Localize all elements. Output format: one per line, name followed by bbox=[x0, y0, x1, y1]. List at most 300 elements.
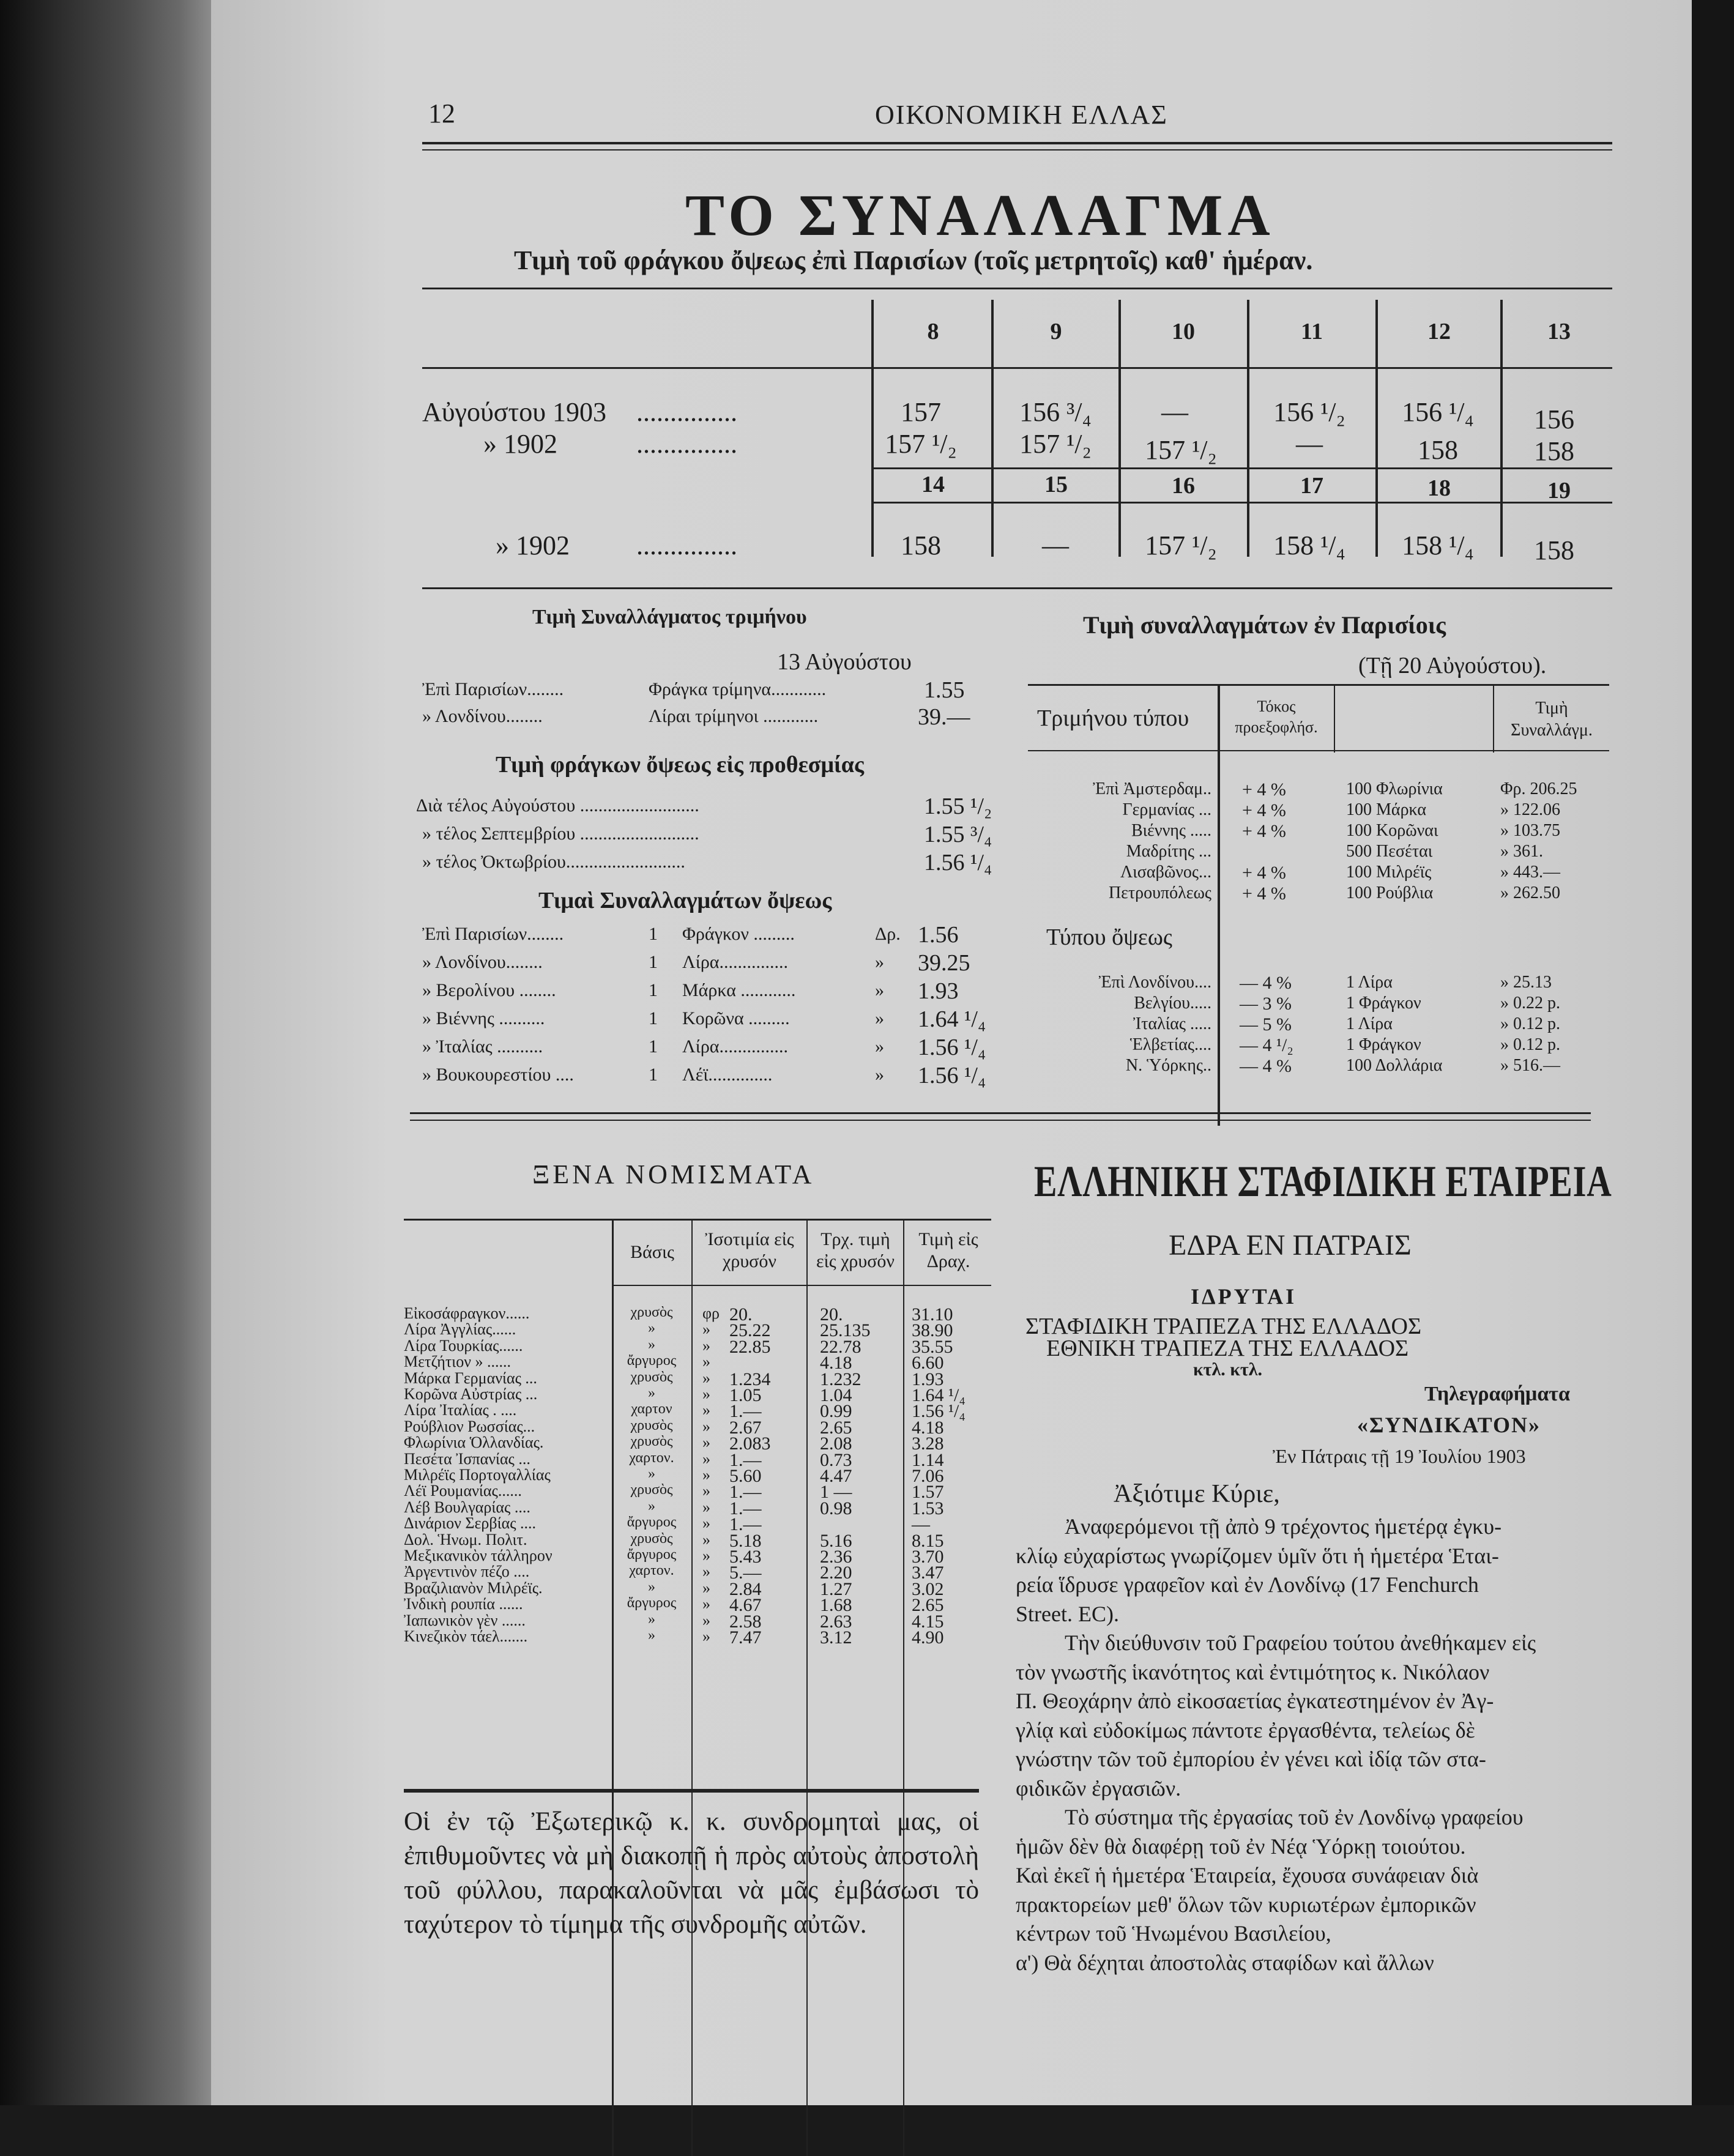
trimhnou-item: Λίραι τρίμηνοι ............ bbox=[649, 706, 819, 726]
paris-heading: Τιμὴ συναλλαγμάτων ἐν Παρισίοις bbox=[1083, 611, 1446, 639]
paris-rule bbox=[1028, 750, 1609, 751]
paris-place: Βελγίου..... bbox=[1134, 994, 1211, 1013]
paris-rate: — 4 % bbox=[1240, 1056, 1292, 1076]
notice-rule bbox=[404, 1789, 979, 1793]
cell: 156 ¹/₄ bbox=[1402, 397, 1474, 427]
xena-currency-name: Λέϊ Ρουμανίας...... bbox=[404, 1482, 522, 1500]
paris-value: » 0.22 p. bbox=[1500, 994, 1560, 1013]
cell: 157 bbox=[901, 397, 941, 427]
xena-drachma-price: 2.65 bbox=[912, 1595, 944, 1616]
col-rule bbox=[991, 300, 994, 557]
opseos-qty: 1 bbox=[649, 1065, 658, 1085]
opseos-currency: » bbox=[875, 980, 884, 1000]
leader: ............... bbox=[636, 530, 737, 560]
main-title: ΤΟ ΣΥΝΑΛΛΑΓΜΑ bbox=[685, 182, 1275, 248]
col-rule bbox=[871, 300, 874, 557]
paris-rate: — 3 % bbox=[1240, 994, 1292, 1014]
xena-currency-name: Μιλρέϊς Πορτογαλλίας bbox=[404, 1466, 551, 1484]
xena-base: χαρτον. bbox=[629, 1449, 674, 1466]
xena-base: χρυσὸς bbox=[630, 1417, 673, 1433]
opseos-qty: 1 bbox=[649, 924, 658, 944]
xena-base: » bbox=[648, 1611, 655, 1627]
xena-currency-name: Βραζιλιανὸν Μιλρέϊς. bbox=[404, 1578, 543, 1597]
cell: — bbox=[1042, 530, 1069, 560]
xena-currency-name: Φλωρίνια Ὁλλανδίας. bbox=[404, 1433, 544, 1452]
opseos-unit: Λίρα............... bbox=[682, 1036, 789, 1057]
xena-gold-price: 4.18 bbox=[820, 1353, 852, 1374]
letter-line: Καὶ ἐκεῖ ἡ ἡμετέρα Ἑταιρεία, ἔχουσα συνάφειαν διὰ bbox=[1016, 1863, 1479, 1887]
paris-col-header: Τιμὴ Συναλλάγμ. bbox=[1511, 699, 1593, 740]
paris-place: Γερμανίας ... bbox=[1122, 800, 1211, 819]
leader: ............... bbox=[636, 397, 737, 427]
paris-value: » 361. bbox=[1500, 842, 1543, 861]
letter-line: Π. Θεοχάρην ἀπὸ εἰκοσαετίας ἐγκατεστημένον ἐν Ἀγ- bbox=[1016, 1689, 1494, 1713]
opseos-currency: » bbox=[875, 1065, 884, 1085]
cell: 158 ¹/₄ bbox=[1402, 530, 1474, 560]
opseos-currency: Δρ. bbox=[875, 924, 901, 944]
xena-rule bbox=[612, 1285, 991, 1286]
xena-parity: 1.234 bbox=[729, 1369, 771, 1389]
xena-currency-name: Μεξικανικὸν τάλληρον bbox=[404, 1547, 553, 1564]
xena-base: χαρτον bbox=[631, 1401, 672, 1418]
xena-parity: 20. bbox=[729, 1304, 753, 1325]
col-rule bbox=[903, 1220, 904, 2156]
cell: — bbox=[1296, 429, 1323, 459]
xena-gold-price: 1.27 bbox=[820, 1578, 852, 1599]
day-header: 13 bbox=[1547, 319, 1571, 344]
founder: κτλ. κτλ. bbox=[1193, 1359, 1262, 1380]
telegram-address: «ΣΥΝΔΙΚΑΤΟΝ» bbox=[1357, 1413, 1541, 1437]
paris-rate: — 4 % bbox=[1240, 973, 1292, 993]
paris-value: » 516.— bbox=[1500, 1056, 1560, 1075]
xena-drachma-price: 1.64 ¹/₄ bbox=[912, 1385, 966, 1405]
xena-drachma-price: 31.10 bbox=[912, 1304, 953, 1325]
xena-unit: » bbox=[702, 1385, 710, 1403]
opseos-value: 1.56 bbox=[918, 922, 959, 948]
letter-line: Ἀναφερόμενοι τῇ ἀπὸ 9 τρέχοντος ἡμετέρᾳ ἐγκυ- bbox=[1065, 1514, 1502, 1539]
paris-opseos-label: Τύπου ὄψεως bbox=[1046, 924, 1172, 950]
paris-value: » 443.— bbox=[1500, 863, 1560, 882]
trimhnou-place: » Λονδίνου........ bbox=[422, 706, 543, 726]
col-rule bbox=[1334, 685, 1335, 753]
xena-base: » bbox=[648, 1336, 655, 1353]
col-rule bbox=[691, 1220, 693, 2156]
paris-place: Ν. Ὑόρκης.. bbox=[1125, 1056, 1211, 1075]
paris-rate: — 5 % bbox=[1240, 1014, 1292, 1035]
paris-unit: 100 Δολλάρια bbox=[1346, 1056, 1443, 1075]
paris-unit: 100 Μάρκα bbox=[1346, 800, 1427, 819]
xena-gold-price: 5.16 bbox=[820, 1530, 852, 1551]
paris-value: » 25.13 bbox=[1500, 973, 1552, 992]
xena-parity: 5.18 bbox=[729, 1530, 762, 1551]
paris-place: Ἐπὶ Λονδίνου.... bbox=[1098, 973, 1211, 992]
xena-unit: » bbox=[702, 1401, 710, 1419]
col-rule bbox=[612, 1220, 614, 2156]
company-name: ΕΛΛΗΝΙΚΗ ΣΤΑΦΙΔΙΚΗ ΕΤΑΙΡΕΙΑ bbox=[1034, 1157, 1612, 1206]
xena-base: » bbox=[648, 1466, 655, 1482]
xena-parity: 4.67 bbox=[729, 1595, 762, 1616]
col-rule bbox=[1500, 300, 1503, 557]
xena-unit: » bbox=[702, 1498, 710, 1516]
paris-value: » 262.50 bbox=[1500, 883, 1560, 902]
xena-col-header: Ἰσοτιμία εἰς χρυσόν bbox=[705, 1229, 794, 1271]
cell: 157 ¹/₂ bbox=[1145, 530, 1217, 560]
opseos-place: » Βερολίνου ........ bbox=[422, 980, 556, 1000]
opseos-place: » Ἰταλίας .......... bbox=[422, 1036, 543, 1057]
xena-base: χρυσὸς bbox=[630, 1369, 673, 1385]
paris-unit: 100 Κορῶναι bbox=[1346, 821, 1438, 840]
greeting: Ἀξιότιμε Κύριε, bbox=[1114, 1480, 1280, 1508]
xena-parity: 25.22 bbox=[729, 1320, 771, 1341]
cell: 156 ¹/₂ bbox=[1273, 397, 1345, 427]
xena-parity: 1.05 bbox=[729, 1385, 762, 1405]
letter-line: κλίῳ εὐχαρίστως γνωρίζομεν ὑμῖν ὅτι ἡ ἡμετέρα Ἑται- bbox=[1016, 1543, 1499, 1568]
xena-currency-name: Λέβ Βουλγαρίας .... bbox=[404, 1498, 530, 1516]
day-header: 17 bbox=[1300, 473, 1323, 499]
xena-base: » bbox=[648, 1385, 655, 1401]
telegram-label: Τηλεγραφήματα bbox=[1424, 1383, 1570, 1405]
row-rule bbox=[871, 467, 1612, 469]
letter-line: ἡμῶν δὲν θὰ διαφέρῃ τοῦ ἐν Νέᾳ Ὑόρκῃ τοιούτου. bbox=[1016, 1834, 1466, 1859]
xena-gold-price: 1.68 bbox=[820, 1595, 852, 1616]
letter-line: πρακτορείων μεθ' ὅλων τῶν κυριωτέρων ἐμπορικῶν bbox=[1016, 1892, 1476, 1917]
xena-currency-name: Μετζήτιον » ...... bbox=[404, 1353, 512, 1371]
xena-unit: » bbox=[702, 1611, 710, 1629]
founders-label: ΙΔΡΥΤΑΙ bbox=[1191, 1284, 1297, 1309]
xena-parity: 2.083 bbox=[729, 1433, 771, 1454]
xena-parity: 5.43 bbox=[729, 1547, 762, 1567]
cell: 156 bbox=[1534, 404, 1574, 434]
xena-unit: » bbox=[702, 1320, 710, 1339]
prothesmia-label: Διὰ τέλος Αὐγούστου .......................... bbox=[416, 795, 699, 816]
day-header: 11 bbox=[1301, 319, 1323, 344]
letter-line: γνώστην τῶν τοῦ ἐμπορίου ἐν γένει καὶ ἰδίᾳ τῶν στα- bbox=[1016, 1747, 1486, 1771]
letter-line: α') Θὰ δέχηται ἀποστολὰς σταφίδων καὶ ἄλλων bbox=[1016, 1950, 1434, 1975]
xena-drachma-price: 7.06 bbox=[912, 1466, 944, 1486]
opseos-value: 1.93 bbox=[918, 978, 959, 1004]
xena-parity: 1.— bbox=[729, 1449, 762, 1470]
xena-gold-price: 22.78 bbox=[820, 1336, 861, 1357]
xena-drachma-price: — bbox=[912, 1514, 930, 1535]
xena-unit: » bbox=[702, 1547, 710, 1564]
opseos-qty: 1 bbox=[649, 980, 658, 1000]
xena-currency-name: Κορῶνα Αὐστρίας ... bbox=[404, 1385, 538, 1403]
prothesmia-label: » τέλος Ὀκτωβρίου.......................... bbox=[422, 852, 685, 872]
day-header: 12 bbox=[1427, 319, 1451, 344]
opseos-unit: Λίρα............... bbox=[682, 952, 789, 972]
xena-unit: » bbox=[702, 1433, 710, 1452]
xena-currency-name: Λίρα Τουρκίας...... bbox=[404, 1336, 523, 1355]
prothesmia-label: » τέλος Σεπτεμβρίου .......................... bbox=[422, 823, 699, 844]
day-header: 9 bbox=[1050, 319, 1062, 344]
xena-unit: » bbox=[702, 1627, 710, 1645]
trimhnou-place: Ἐπὶ Παρισίων........ bbox=[422, 679, 564, 699]
cell: 158 ¹/₄ bbox=[1273, 530, 1345, 560]
cell: — bbox=[1161, 397, 1188, 427]
xena-drachma-price: 1.57 bbox=[912, 1482, 944, 1503]
xena-drachma-price: 4.15 bbox=[912, 1611, 944, 1632]
xena-gold-price: 25.135 bbox=[820, 1320, 871, 1341]
xena-base: ἄργυρος bbox=[627, 1514, 677, 1531]
letter-line: Street. EC). bbox=[1016, 1601, 1119, 1626]
xena-drachma-price: 35.55 bbox=[912, 1336, 953, 1357]
opseos-unit: Λέϊ.............. bbox=[682, 1065, 773, 1085]
paris-date: (Τῇ 20 Αὐγούστου). bbox=[1358, 653, 1547, 678]
opseos-place: » Βουκουρεστίου .... bbox=[422, 1065, 574, 1085]
leader: ............... bbox=[636, 429, 737, 459]
xena-currency-name: Λίρα Ἰταλίας . .... bbox=[404, 1401, 517, 1419]
paris-unit: 1 Λίρα bbox=[1346, 1014, 1393, 1033]
letter-line: Τὴν διεύθυνσιν τοῦ Γραφείου τούτου ἀνεθήκαμεν εἰς bbox=[1065, 1630, 1536, 1655]
col-rule bbox=[1375, 300, 1378, 557]
xena-col-header: Βάσις bbox=[630, 1242, 674, 1262]
paris-place: Μαδρίτης ... bbox=[1126, 842, 1211, 861]
dateline: Ἐν Πάτραις τῇ 19 Ἰουλίου 1903 bbox=[1273, 1445, 1526, 1467]
trimhnou-value: 1.55 bbox=[924, 677, 965, 703]
paris-place: Λισαβῶνος... bbox=[1120, 863, 1211, 882]
xena-col-header: Τιμὴ εἰς Δραχ. bbox=[918, 1229, 978, 1271]
col-rule bbox=[806, 1220, 808, 2156]
opseos-unit: Φράγκον ......... bbox=[682, 924, 795, 944]
xena-currency-name: Δινάριον Σερβίας .... bbox=[404, 1514, 536, 1533]
section-rule-2 bbox=[410, 1120, 1591, 1121]
xena-gold-price: 2.20 bbox=[820, 1563, 852, 1583]
paris-place: Βιέννης ..... bbox=[1131, 821, 1211, 840]
xena-gold-price: 2.36 bbox=[820, 1547, 852, 1567]
paris-unit: 500 Πεσέται bbox=[1346, 842, 1433, 861]
xena-gold-price: 2.63 bbox=[820, 1611, 852, 1632]
xena-drachma-price: 4.18 bbox=[912, 1417, 944, 1438]
table-top-rule bbox=[422, 288, 1612, 289]
opseos-heading: Τιμαὶ Συναλλαγμάτων ὄψεως bbox=[538, 888, 832, 913]
paris-place: Ἰταλίας ..... bbox=[1133, 1014, 1211, 1033]
xena-parity: 5.— bbox=[729, 1563, 762, 1583]
paris-col-header: Τριμήνου τύπου bbox=[1037, 705, 1189, 731]
xena-currency-name: Εἰκοσάφραγκον...... bbox=[404, 1304, 530, 1322]
xena-base: ἄργυρος bbox=[627, 1595, 677, 1611]
xena-parity: 1.— bbox=[729, 1498, 762, 1518]
xena-unit: φρ bbox=[702, 1304, 720, 1322]
xena-unit: » bbox=[702, 1417, 710, 1435]
xena-parity: 2.58 bbox=[729, 1611, 762, 1632]
opseos-place: » Βιέννης .......... bbox=[422, 1008, 545, 1028]
paris-place: Ἑλβετίας.... bbox=[1129, 1035, 1211, 1054]
xena-unit: » bbox=[702, 1578, 710, 1597]
xena-unit: » bbox=[702, 1482, 710, 1500]
prothesmia-heading: Τιμὴ φράγκων ὄψεως εἰς προθεσμίας bbox=[496, 752, 865, 778]
col-rule bbox=[1118, 300, 1121, 557]
day-header: 15 bbox=[1044, 472, 1068, 497]
section-rule bbox=[410, 1112, 1591, 1114]
xena-currency-name: Κινεζικὸν τάελ....... bbox=[404, 1627, 528, 1645]
book-binding bbox=[0, 0, 211, 2105]
row-rule bbox=[871, 502, 1612, 504]
xena-parity: 5.60 bbox=[729, 1466, 762, 1486]
xena-base: χρυσὸς bbox=[630, 1433, 673, 1450]
header-rule bbox=[422, 142, 1612, 144]
xena-currency-name: Πεσέτα Ἰσπανίας ... bbox=[404, 1449, 530, 1468]
xena-drachma-price: 3.28 bbox=[912, 1433, 944, 1454]
paris-rate: + 4 % bbox=[1242, 821, 1286, 841]
letter-line: φιδικῶν ἐργασιῶν. bbox=[1016, 1775, 1181, 1801]
trimhnou-item: Φράγκα τρίμηνα............ bbox=[649, 679, 827, 699]
xena-heading: ΞΕΝΑ ΝΟΜΙΣΜΑΤΑ bbox=[532, 1159, 815, 1189]
cell: 157 ¹/₂ bbox=[885, 429, 957, 459]
xena-parity: 22.85 bbox=[729, 1336, 771, 1357]
xena-parity: 1.— bbox=[729, 1401, 762, 1422]
journal-title: ΟΙΚΟΝΟΜΙΚΗ ΕΛΛΑΣ bbox=[875, 100, 1168, 130]
xena-parity: 1.— bbox=[729, 1482, 762, 1503]
day-header: 10 bbox=[1172, 319, 1195, 344]
trimhnou-date: 13 Αὐγούστου bbox=[777, 649, 912, 675]
xena-currency-name: Ἰαπωνικὸν γὲν ...... bbox=[404, 1611, 526, 1629]
xena-gold-price: 1.232 bbox=[820, 1369, 861, 1389]
paris-unit: 100 Ρούβλια bbox=[1346, 883, 1434, 902]
paris-value: » 0.12 p. bbox=[1500, 1035, 1560, 1054]
opseos-unit: Μάρκα ............ bbox=[682, 980, 796, 1000]
xena-gold-price: 1.04 bbox=[820, 1385, 852, 1405]
letter-line: κέντρων τοῦ Ἡνωμένου Βασιλείου, bbox=[1016, 1921, 1331, 1946]
xena-currency-name: Δολ. Ἡνωμ. Πολιτ. bbox=[404, 1530, 527, 1548]
xena-drachma-price: 3.47 bbox=[912, 1563, 944, 1583]
trimhnou-value: 39.— bbox=[918, 704, 970, 730]
opseos-qty: 1 bbox=[649, 1008, 658, 1028]
xena-unit: » bbox=[702, 1563, 710, 1581]
letter-line: Τὸ σύστημα τῆς ἐργασίας τοῦ ἐν Λονδίνῳ γραφείου bbox=[1065, 1805, 1524, 1829]
paris-rate: — 4 ¹/₂ bbox=[1240, 1035, 1293, 1055]
prothesmia-value: 1.55 ¹/₂ bbox=[924, 794, 992, 819]
section-rule bbox=[422, 587, 1612, 589]
xena-base: χρυσὸς bbox=[630, 1304, 673, 1320]
paris-place: Ἐπὶ Ἀμστερδαμ.. bbox=[1093, 779, 1211, 798]
subtitle: Τιμὴ τοῦ φράγκου ὄψεως ἐπὶ Παρισίων (τοῖς μετρητοῖς) καθ' ἡμέραν. bbox=[514, 245, 1313, 275]
xena-unit: » bbox=[702, 1353, 710, 1371]
xena-gold-price: 20. bbox=[820, 1304, 843, 1325]
xena-unit: » bbox=[702, 1466, 710, 1484]
xena-gold-price: 0.98 bbox=[820, 1498, 852, 1518]
xena-gold-price: 2.65 bbox=[820, 1417, 852, 1438]
paris-unit: 1 Φράγκον bbox=[1346, 1035, 1421, 1054]
paris-rate: + 4 % bbox=[1242, 800, 1286, 820]
xena-base: » bbox=[648, 1320, 655, 1337]
prothesmia-value: 1.56 ¹/₄ bbox=[924, 850, 992, 875]
paris-value: » 122.06 bbox=[1500, 800, 1560, 819]
paris-unit: 100 Μιλρέϊς bbox=[1346, 863, 1432, 882]
opseos-qty: 1 bbox=[649, 952, 658, 972]
xena-drachma-price: 3.70 bbox=[912, 1547, 944, 1567]
xena-unit: » bbox=[702, 1336, 710, 1355]
xena-base: » bbox=[648, 1627, 655, 1643]
paris-unit: 1 Φράγκον bbox=[1346, 994, 1421, 1013]
row-label: » 1902 bbox=[496, 530, 570, 560]
opseos-currency: » bbox=[875, 1036, 884, 1057]
paris-value: » 103.75 bbox=[1500, 821, 1560, 840]
cell: 158 bbox=[1534, 436, 1574, 466]
day-header: 19 bbox=[1547, 478, 1571, 504]
xena-parity: 7.47 bbox=[729, 1627, 762, 1648]
opseos-place: Ἐπὶ Παρισίων........ bbox=[422, 924, 564, 944]
xena-unit: » bbox=[702, 1369, 710, 1387]
cell: 157 ¹/₂ bbox=[1145, 435, 1217, 465]
paris-col-header: Τόκος προεξοφλήσ. bbox=[1235, 697, 1318, 736]
page-edge bbox=[1692, 0, 1734, 2105]
row-label: » 1902 bbox=[483, 429, 557, 459]
paris-value: » 0.12 p. bbox=[1500, 1014, 1560, 1033]
xena-drachma-price: 8.15 bbox=[912, 1530, 944, 1551]
xena-currency-name: Λίρα Ἀγγλίας...... bbox=[404, 1320, 516, 1339]
opseos-currency: » bbox=[875, 952, 884, 972]
xena-base: χαρτον. bbox=[629, 1563, 674, 1579]
opseos-value: 1.56 ¹/₄ bbox=[918, 1035, 986, 1060]
xena-currency-name: Ἰνδικὴ ρουπία ...... bbox=[404, 1595, 523, 1613]
prothesmia-value: 1.55 ³/₄ bbox=[924, 822, 992, 847]
opseos-value: 1.56 ¹/₄ bbox=[918, 1063, 986, 1088]
xena-base: χρυσὸς bbox=[630, 1530, 673, 1547]
founder: ΣΤΑΦΙΔΙΚΗ ΤΡΑΠΕΖΑ ΤΗΣ ΕΛΛΑΔΟΣ bbox=[1025, 1314, 1422, 1339]
trimhnou-heading: Τιμὴ Συναλλάγματος τριμήνου bbox=[532, 606, 807, 628]
subscriber-notice: Οἱ ἐν τῷ Ἐξωτερικῷ κ. κ. συνδρομηταὶ μας, οἱ ἐπιθυμοῦντες νὰ μὴ διακοπῇ ἡ πρὸς αὐτοὺς ἀποστολὴ τοῦ φύλλου, παρακαλοῦνται νὰ μᾶς ἐμβάσωσι τὸ ταχύτερον τὸ τίμημα τῆς συνδρομῆς αὐτῶν. bbox=[404, 1807, 979, 1939]
xena-unit: » bbox=[702, 1595, 710, 1613]
xena-drachma-price: 1.14 bbox=[912, 1449, 944, 1470]
page-number: 12 bbox=[428, 99, 455, 128]
xena-gold-price: 1 — bbox=[820, 1482, 852, 1503]
opseos-qty: 1 bbox=[649, 1036, 658, 1057]
xena-unit: » bbox=[702, 1514, 710, 1533]
letter-line: γλίᾳ καὶ εὐδοκίμως πάντοτε ἐργασθέντα, τελείως δὲ bbox=[1016, 1717, 1475, 1742]
col-rule bbox=[1247, 300, 1249, 557]
opseos-unit: Κορῶνα ......... bbox=[682, 1008, 790, 1028]
opseos-currency: » bbox=[875, 1008, 884, 1028]
xena-currency-name: Ρούβλιον Ρωσσίας... bbox=[404, 1417, 535, 1435]
day-header: 18 bbox=[1427, 475, 1451, 501]
xena-drachma-price: 3.02 bbox=[912, 1578, 944, 1599]
paris-place: Πετρουπόλεως bbox=[1108, 883, 1211, 902]
xena-drachma-price: 38.90 bbox=[912, 1320, 953, 1341]
xena-currency-name: Μάρκα Γερμανίας ... bbox=[404, 1369, 537, 1387]
xena-base: χρυσὸς bbox=[630, 1482, 673, 1498]
paris-rule bbox=[1028, 684, 1609, 686]
xena-parity: 2.84 bbox=[729, 1578, 762, 1599]
paris-rate: + 4 % bbox=[1242, 883, 1286, 904]
paris-unit: 100 Φλωρίνια bbox=[1346, 779, 1443, 798]
xena-parity: 1.— bbox=[729, 1514, 762, 1535]
founder: ΕΘΝΙΚΗ ΤΡΑΠΕΖΑ ΤΗΣ ΕΛΛΑΔΟΣ bbox=[1046, 1336, 1409, 1361]
xena-gold-price: 4.47 bbox=[820, 1466, 852, 1486]
opseos-place: » Λονδίνου........ bbox=[422, 952, 543, 972]
xena-drachma-price: 1.56 ¹/₄ bbox=[912, 1401, 966, 1422]
paris-value: Φρ. 206.25 bbox=[1500, 779, 1577, 798]
xena-drachma-price: 4.90 bbox=[912, 1627, 944, 1648]
cell: 158 bbox=[1534, 535, 1574, 565]
xena-gold-price: 3.12 bbox=[820, 1627, 852, 1648]
xena-base: » bbox=[648, 1578, 655, 1595]
cell: 158 bbox=[901, 530, 941, 560]
xena-gold-price: 0.73 bbox=[820, 1449, 852, 1470]
xena-parity: 2.67 bbox=[729, 1417, 762, 1438]
xena-col-header: Τρχ. τιμὴ εἰς χρυσόν bbox=[816, 1229, 895, 1271]
cell: 157 ¹/₂ bbox=[1019, 429, 1092, 459]
xena-currency-name: Ἀργεντινὸν πέζο .... bbox=[404, 1563, 530, 1581]
cell: 158 bbox=[1418, 435, 1458, 465]
xena-gold-price: 0.99 bbox=[820, 1401, 852, 1422]
day-header: 16 bbox=[1172, 473, 1195, 499]
paris-rate: + 4 % bbox=[1242, 863, 1286, 883]
opseos-value: 1.64 ¹/₄ bbox=[918, 1006, 986, 1032]
col-rule bbox=[1218, 685, 1220, 1126]
opseos-value: 39.25 bbox=[918, 950, 970, 976]
xena-drachma-price: 1.93 bbox=[912, 1369, 944, 1389]
xena-base: ἄργυρος bbox=[627, 1353, 677, 1369]
